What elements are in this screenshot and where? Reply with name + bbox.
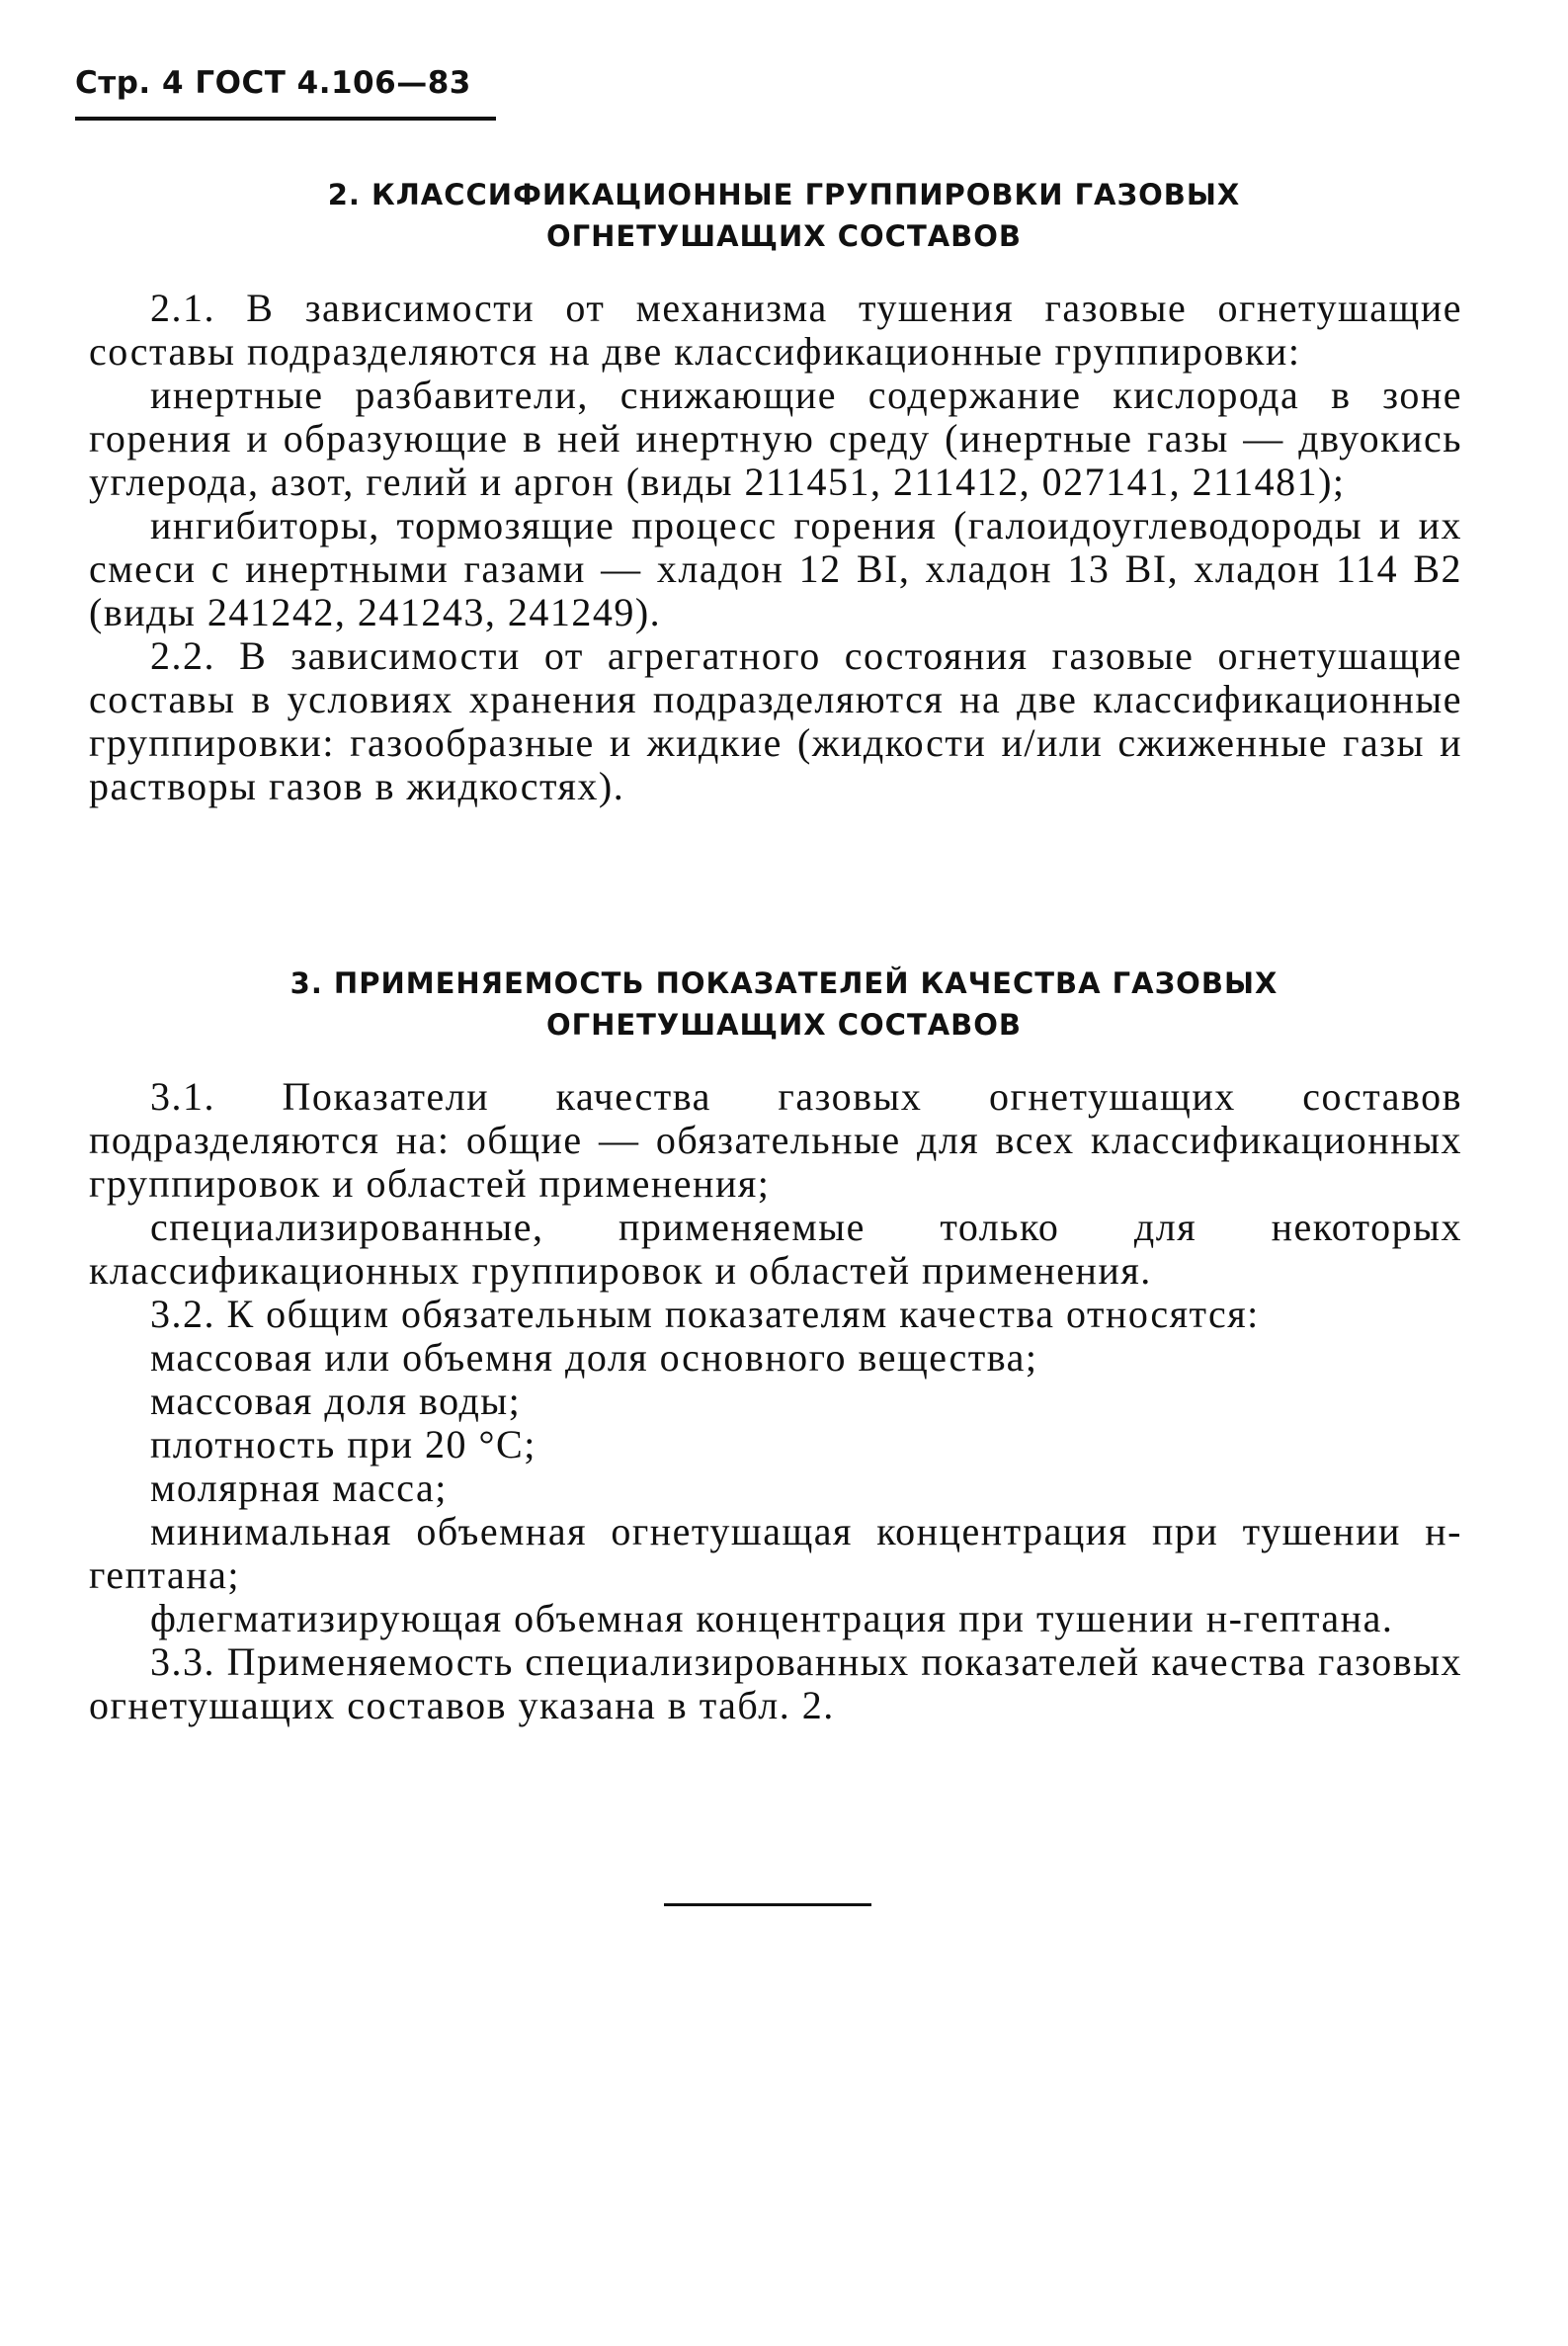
running-header: Стр. 4 ГОСТ 4.106—83 [75, 65, 471, 101]
section-3-title-line-1: 3. ПРИМЕНЯЕМОСТЬ ПОКАЗАТЕЛЕЙ КАЧЕСТВА ГАЗОВЫХ [289, 966, 1279, 1000]
section-2-body [89, 287, 1462, 808]
paragraph-2-1: 2.1. В зависимости от механизма тушения газовые огнетушащие составы подразделяются на две классификационные группировки: [89, 286, 1462, 374]
paragraph-inert-diluents: инертные разбавители, снижающие содержание кислорода в зоне горения и образующие в ней инертную среду (инертные газы — двуокись углерода, азот, гелий и аргон (виды 211451, 211412, 027141, 211481); [89, 373, 1462, 504]
header-rule [75, 117, 496, 121]
section-3-title-line-2: ОГНЕТУШАЩИХ СОСТАВОВ [545, 1008, 1023, 1042]
section-2-title-line-1: 2. КЛАССИФИКАЦИОННЫЕ ГРУППИРОВКИ ГАЗОВЫХ [327, 178, 1241, 211]
section-3-body [89, 1075, 1462, 1727]
paragraph-2-2: 2.2. В зависимости от агрегатного состояния газовые огнетушащие составы в условиях хранения подразделяются на две классификационные группировки: газообразные и жидкие (жидкости и/или сжиженные газы и растворы газов в жидкостях). [89, 633, 1462, 808]
list-item-water-fraction: массовая доля воды; [150, 1379, 522, 1423]
end-rule [664, 1903, 871, 1906]
paragraph-3-3: 3.3. Применяемость специализированных показателей качества газовых огнетушащих составов указана в табл. 2. [89, 1639, 1462, 1727]
section-2-title-line-2: ОГНЕТУШАЩИХ СОСТАВОВ [545, 219, 1023, 253]
list-item-density: плотность при 20 °C; [150, 1422, 536, 1466]
paragraph-3-1: 3.1. Показатели качества газовых огнетушащих составов подразделяются на: общие — обязательные для всех классификационных группировок и областей применения; [89, 1074, 1462, 1206]
list-item-phlegmatizing-concentration: флегматизирующая объемная концентрация при тушении н-гептана. [150, 1596, 1394, 1640]
section-2-title [0, 174, 1568, 257]
section-3-title [0, 963, 1568, 1046]
paragraph-inhibitors: ингибиторы, тормозящие процесс горения (галоидоуглеводороды и их смеси с инертными газами — хладон 12 BI, хладон 13 BI, хладон 114 B2 (виды 241242, 241243, 241249). [89, 503, 1462, 634]
list-item-molar-mass: молярная масса; [150, 1466, 448, 1510]
list-item-min-concentration: минимальная объемная огнетушащая концентрация при тушении н-гептана; [89, 1509, 1462, 1597]
paragraph-3-2: 3.2. К общим обязательным показателям качества относятся: [150, 1292, 1260, 1336]
list-item-mass-fraction: массовая или объемня доля основного вещества; [150, 1335, 1038, 1380]
paragraph-specialized: специализированные, применяемые только для некоторых классификационных группировок и областей применения. [89, 1205, 1462, 1293]
